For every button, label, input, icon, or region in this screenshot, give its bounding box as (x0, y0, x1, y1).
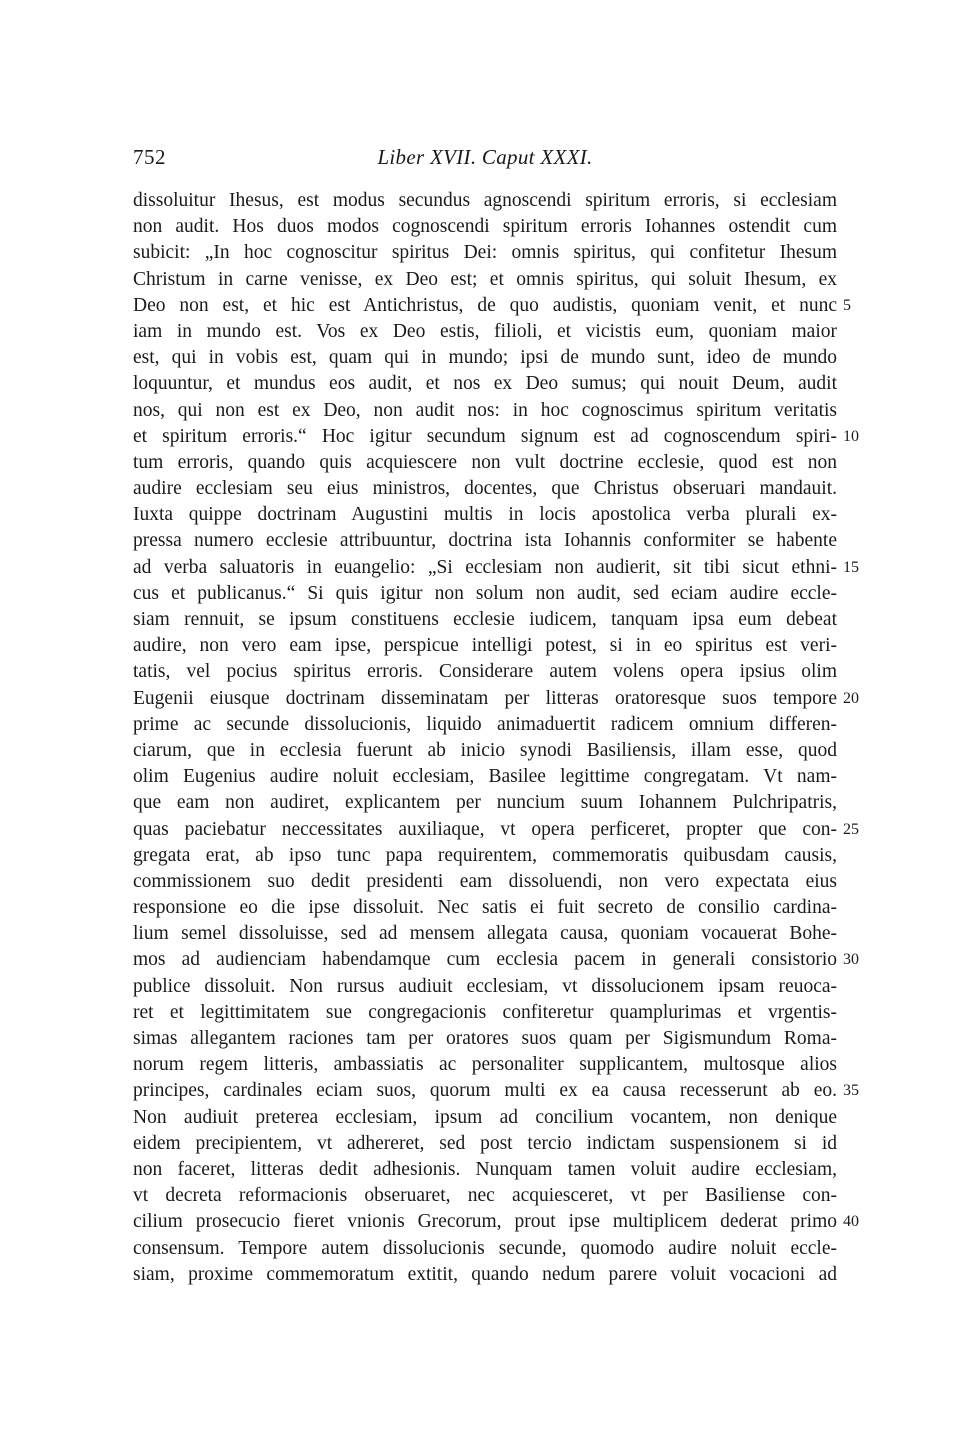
text-line (133, 1209, 859, 1235)
line-text: Iuxta quippe doctrinam Augustini multis in locis apostolica verba plurali ex- (133, 504, 837, 526)
text-line (133, 1105, 837, 1131)
line-text: publice dissoluit. Non rursus audiuit ecclesiam, vt dissolucionem ipsam reuoca- (133, 975, 837, 997)
line-text: prime ac secunde dissolucionis, liquido animaduertit radicem omnium differen- (133, 713, 837, 735)
text-line (133, 947, 859, 973)
line-text: Christum in carne venisse, ex Deo est; et omnis spiritus, qui soluit Ihesum, ex (133, 268, 837, 290)
line-text: Non audiuit preterea ecclesiam, ipsum ad concilium vocantem, non denique (133, 1106, 837, 1128)
line-text: iam in mundo est. Vos ex Deo estis, filioli, et vicistis eum, quoniam maior (133, 320, 837, 342)
text-line (133, 214, 837, 240)
line-text: Deo non est, et hic est Antichristus, de quo audistis, quoniam venit, et nunc (133, 294, 837, 316)
text-line (133, 1000, 837, 1026)
text-line (133, 528, 837, 554)
line-number: 20 (843, 689, 859, 707)
line-text: tatis, vel pocius spiritus erroris. Considerare autem volens opera ipsius olim (133, 661, 837, 683)
text-line (133, 686, 859, 712)
line-text: pressa numero ecclesie attribuuntur, doctrina ista Iohannis conformiter se habente (133, 530, 837, 552)
line-text: simas allegantem raciones tam per oratores suos quam per Sigismundum Roma- (133, 1028, 837, 1049)
line-text: lium semel dissoluisse, sed ad mensem allegata causa, quoniam vocauerat Bohe- (133, 923, 837, 945)
text-line (133, 1183, 837, 1209)
line-text: audire ecclesiam seu eius ministros, docentes, que Christus obseruari mandauit. (133, 478, 837, 500)
text-line (133, 1052, 837, 1078)
line-text: principes, cardinales eciam suos, quorum multi ex ea causa recesserunt ab eo. (133, 1080, 837, 1102)
text-line (133, 1236, 837, 1262)
line-text: tum erroris, quando quis acquiescere non vult doctrine ecclesie, quod est non (133, 451, 837, 473)
text-line (133, 240, 837, 266)
line-number: 5 (843, 296, 851, 314)
text-line (133, 345, 837, 371)
text-line (133, 633, 837, 659)
text-line (133, 267, 837, 293)
line-text: quas paciebatur neccessitates auxiliaque, vt opera perficeret, propter que con- (133, 818, 837, 840)
line-number: 10 (843, 427, 859, 445)
line-text: ciarum, que in ecclesia fuerunt ab inicio synodi Basiliensis, illam esse, quod (133, 739, 837, 761)
line-text: eidem precipientem, vt adhereret, sed post tercio indictam suspensionem si id (133, 1132, 837, 1154)
text-line (133, 843, 837, 869)
line-text: non audit. Hos duos modos cognoscendi spiritum erroris Iohannes ostendit cum (133, 216, 837, 238)
line-text: dissoluitur Ihesus, est modus secundus agnoscendi spiritum erroris, si ecclesiam (133, 190, 837, 211)
text-line (133, 1157, 837, 1183)
text-line (133, 764, 837, 790)
line-text: vt decreta reformacionis obseruaret, nec acquiesceret, vt per Basiliense con- (133, 1185, 837, 1207)
line-text: consensum. Tempore autem dissolucionis secunde, quomodo audire noluit eccle- (133, 1237, 837, 1259)
text-line (133, 398, 837, 424)
line-text: olim Eugenius audire noluit ecclesiam, Basilee legittime congregatam. Vt nam- (133, 766, 837, 788)
line-text: Eugenii eiusque doctrinam disseminatam per litteras oratoresque suos tempore (133, 687, 837, 709)
line-text: non faceret, litteras dedit adhesionis. Nunquam tamen voluit audire ecclesiam, (133, 1158, 837, 1180)
text-line (133, 974, 837, 1000)
line-text: gregata erat, ab ipso tunc papa requirentem, commemoratis quibusdam causis, (133, 844, 837, 866)
line-text: subicit: „In hoc cognoscitur spiritus Dei: omnis spiritus, qui confitetur Ihesum (133, 242, 837, 264)
text-line (133, 1262, 837, 1288)
text-line (133, 476, 837, 502)
line-text: nos, qui non est ex Deo, non audit nos: in hoc cognoscimus spiritum veritatis (133, 399, 837, 421)
text-line (133, 738, 837, 764)
line-number: 35 (843, 1082, 859, 1100)
text-line (133, 450, 837, 476)
text-line (133, 424, 859, 450)
line-text: mos ad audienciam habendamque cum ecclesia pacem in generali consistorio (133, 949, 837, 971)
body-text (133, 188, 859, 1288)
page-header (133, 145, 837, 175)
text-line (133, 1131, 837, 1157)
text-line (133, 319, 837, 345)
text-line (133, 659, 837, 685)
line-text: cus et publicanus.“ Si quis igitur non solum non audit, sed eciam audire eccle- (133, 582, 837, 604)
line-text: loquuntur, et mundus eos audit, et nos ex Deo sumus; qui nouit Deum, audit (133, 373, 837, 395)
running-title: Liber XVII. Caput XXXI. (377, 145, 593, 169)
text-line (133, 712, 837, 738)
line-text: siam, proxime commemoratum extitit, quando nedum parere voluit vocacioni ad (133, 1263, 837, 1285)
line-text: norum regem litteris, ambassiatis ac personaliter supplicantem, multosque alios (133, 1054, 837, 1076)
text-line (133, 581, 837, 607)
page-number: 752 (133, 145, 166, 169)
text-line (133, 1026, 837, 1052)
line-number: 25 (843, 820, 859, 838)
text-line (133, 293, 851, 319)
text-line (133, 921, 837, 947)
text-line (133, 1078, 859, 1104)
line-number: 30 (843, 951, 859, 969)
line-text: siam rennuit, se ipsum constituens ecclesie iudicem, tanquam ipsa eum debeat (133, 609, 837, 630)
text-line (133, 555, 859, 581)
line-number: 40 (843, 1213, 859, 1231)
line-text: audire, non vero eam ipse, perspicue intelligi potest, si in eo spiritus est veri- (133, 635, 837, 657)
text-line (133, 188, 837, 214)
line-number: 15 (843, 558, 859, 576)
line-text: et spiritum erroris.“ Hoc igitur secundum signum est ad cognoscendum spiri- (133, 425, 837, 447)
line-text: responsione eo die ipse dissoluit. Nec satis ei fuit secreto de consilio cardina- (133, 897, 837, 919)
text-line (133, 869, 837, 895)
text-line (133, 817, 859, 843)
text-line (133, 502, 837, 528)
line-text: ret et legittimitatem sue congregacionis confiteretur quamplurimas et vrgentis- (133, 1001, 837, 1023)
line-text: commissionem suo dedit presidenti eam dissoluendi, non vero expectata eius (133, 870, 837, 892)
text-line (133, 895, 837, 921)
text-line (133, 371, 837, 397)
line-text: que eam non audiret, explicantem per nuncium suum Iohannem Pulchripatris, (133, 792, 837, 814)
text-line (133, 607, 837, 633)
text-line (133, 790, 837, 816)
line-text: est, qui in vobis est, quam qui in mundo; ipsi de mundo sunt, ideo de mundo (133, 347, 837, 369)
line-text: cilium prosecucio fieret vnionis Grecorum, prout ipse multiplicem dederat primo (133, 1211, 837, 1233)
line-text: ad verba saluatoris in euangelio: „Si ecclesiam non audierit, sit tibi sicut ethni- (133, 556, 837, 578)
